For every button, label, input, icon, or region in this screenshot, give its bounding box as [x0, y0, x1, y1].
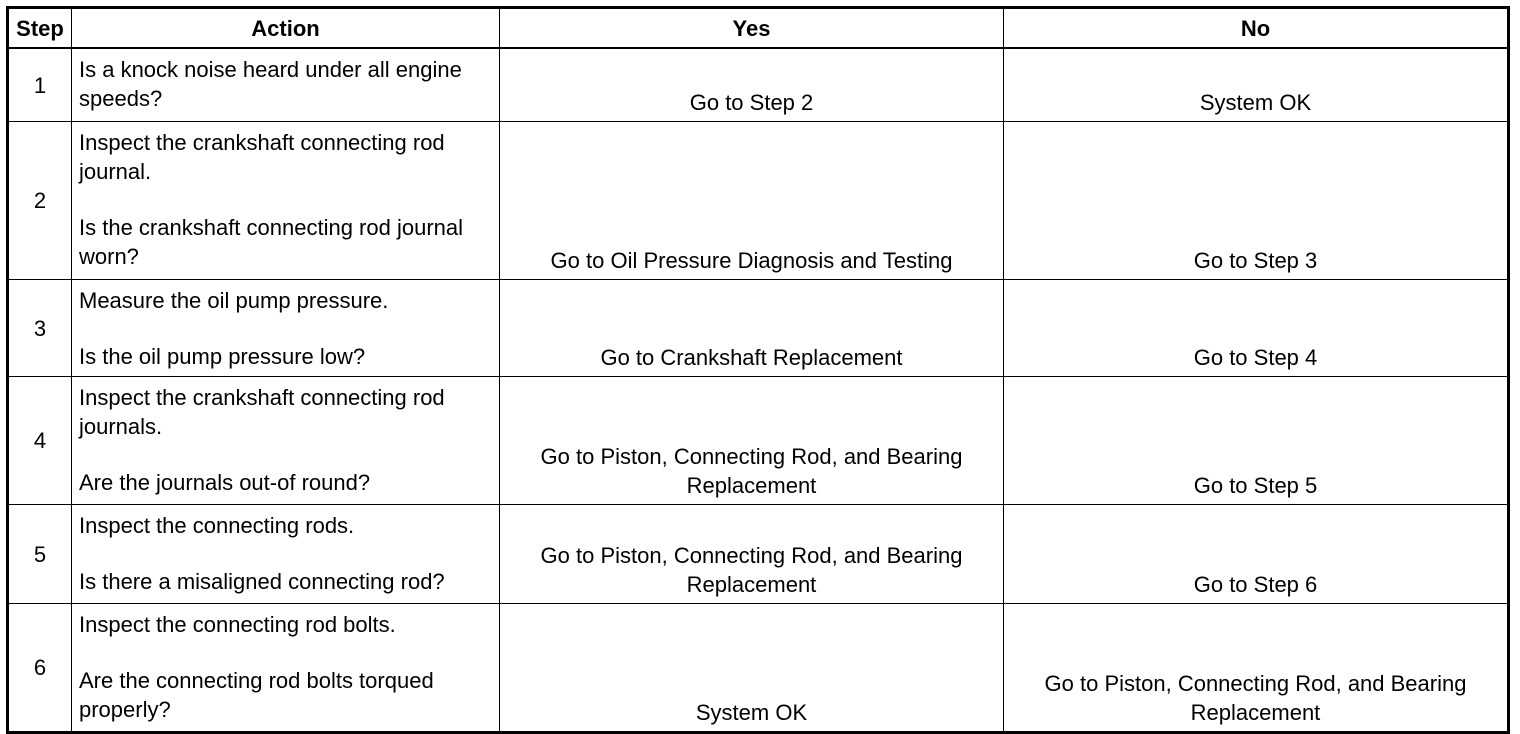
step-number: 2	[8, 122, 72, 280]
table-row-step-2	[8, 122, 1509, 280]
action-question: Is the crankshaft connecting rod journal worn?	[79, 215, 464, 269]
action-instruction: Inspect the connecting rods.	[79, 513, 355, 538]
table-row-step-5	[8, 505, 1509, 604]
yes-result: Go to Piston, Connecting Rod, and Bearing Replacement	[500, 505, 1004, 604]
no-result: Go to Step 6	[1004, 505, 1509, 604]
diagnostic-table	[6, 6, 1510, 734]
action-cell	[72, 122, 500, 280]
action-instruction: Inspect the crankshaft connecting rod journal.	[79, 130, 445, 184]
action-cell	[72, 377, 500, 505]
action-instruction: Inspect the crankshaft connecting rod journals.	[79, 385, 445, 439]
header-action: Action	[72, 8, 500, 49]
step-number: 3	[8, 280, 72, 377]
yes-result: Go to Step 2	[500, 48, 1004, 122]
no-result: Go to Step 3	[1004, 122, 1509, 280]
step-number: 1	[8, 48, 72, 122]
action-question: Is a knock noise heard under all engine speeds?	[79, 57, 462, 111]
action-instruction: Inspect the connecting rod bolts.	[79, 612, 396, 637]
no-result: System OK	[1004, 48, 1509, 122]
table-row-step-6	[8, 604, 1509, 733]
header-yes: Yes	[500, 8, 1004, 49]
no-result: Go to Step 5	[1004, 377, 1509, 505]
table-row-step-1	[8, 48, 1509, 122]
step-number: 5	[8, 505, 72, 604]
no-result: Go to Piston, Connecting Rod, and Bearing Replacement	[1004, 604, 1509, 733]
header-row	[8, 8, 1509, 49]
yes-result: System OK	[500, 604, 1004, 733]
header-step: Step	[8, 8, 72, 49]
action-cell	[72, 604, 500, 733]
action-question: Is there a misaligned connecting rod?	[79, 569, 445, 594]
action-question: Are the journals out-of round?	[79, 470, 371, 495]
step-number: 4	[8, 377, 72, 505]
action-cell	[72, 505, 500, 604]
action-question: Are the connecting rod bolts torqued properly?	[79, 668, 434, 722]
action-instruction: Measure the oil pump pressure.	[79, 288, 389, 313]
action-cell	[72, 280, 500, 377]
yes-result: Go to Crankshaft Replacement	[500, 280, 1004, 377]
table-row-step-4	[8, 377, 1509, 505]
table-row-step-3	[8, 280, 1509, 377]
header-no: No	[1004, 8, 1509, 49]
yes-result: Go to Piston, Connecting Rod, and Bearing Replacement	[500, 377, 1004, 505]
action-cell	[72, 48, 500, 122]
action-question: Is the oil pump pressure low?	[79, 344, 366, 369]
step-number: 6	[8, 604, 72, 733]
no-result: Go to Step 4	[1004, 280, 1509, 377]
yes-result: Go to Oil Pressure Diagnosis and Testing	[500, 122, 1004, 280]
